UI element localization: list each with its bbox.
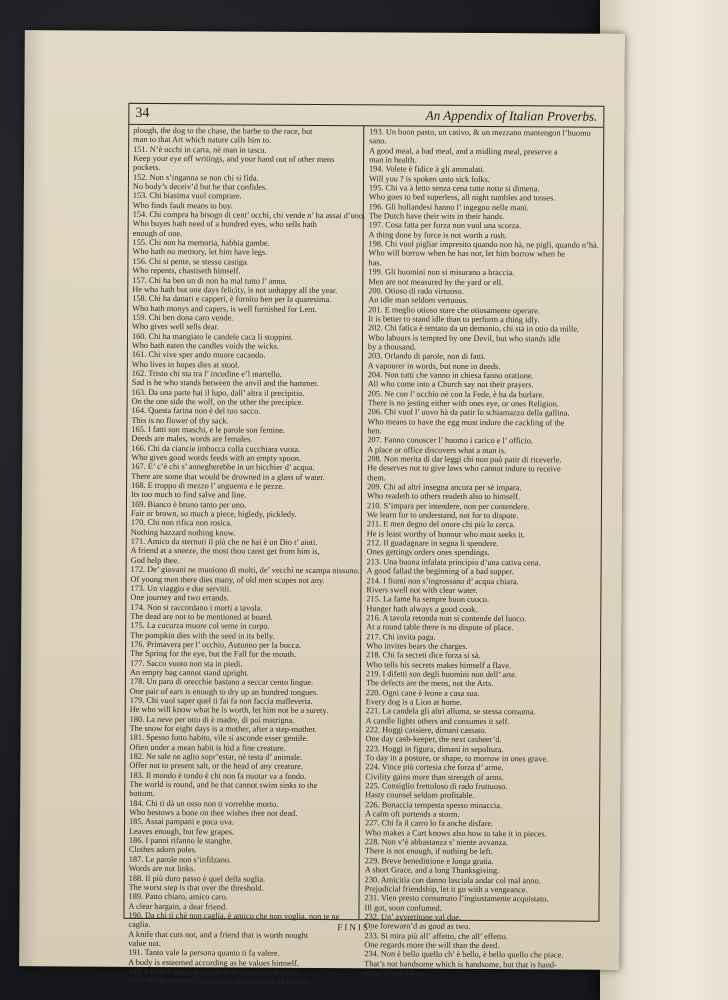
proverb-line: pockets.	[132, 163, 161, 173]
column-divider	[358, 125, 364, 919]
proverb-line: caglia.	[128, 920, 151, 930]
proverb-line: A calm oft portends a storm.	[365, 809, 460, 819]
proverb-line: That’s not handsome which is handsome, but that is hand-	[364, 958, 557, 970]
book-page	[19, 30, 625, 987]
proverb-line: 163. Da una parte hai il lupo, dall’ altra il precipitio.	[131, 387, 305, 398]
proverb-line: 209. Chi ad altri insegna ancora per sè impara.	[367, 482, 522, 493]
proverb-line: There is not enough, if nothing be left.	[364, 846, 493, 857]
proverb-line: Ill got, soon confumed.	[364, 902, 442, 913]
proverb-line: 176. Primavera per l’ occhio, Autunno per la bocca.	[130, 639, 302, 650]
page-number: 34	[135, 105, 150, 121]
proverb-line: Who gives well sells dear.	[132, 322, 219, 332]
proverb-line: One pair of ears is enough to dry up an hundred tongues.	[129, 686, 319, 697]
proverb-line: A good fallad the beginning of a bad supper.	[366, 566, 514, 577]
proverb-line: Who hath no memory, let him have legs.	[132, 247, 268, 258]
proverb-line: Rivers swell not with clear water.	[366, 585, 478, 595]
proverb-line: 230. Amicitia con danno lasciala andar col mal anno.	[364, 874, 541, 885]
proverb-line: Who makes a Cart knows also how to take it in pieces.	[364, 828, 547, 839]
proverb-line: It is better to stand idle than to perform a thing idly.	[368, 314, 540, 325]
proverb-line: 186. I panni rifanno le stanghe.	[128, 835, 233, 846]
proverb-line: 197. Cosa fatta per forza non vuol una scorza.	[368, 220, 522, 231]
proverb-line: hen.	[367, 426, 382, 436]
proverb-line: Who goes to bed superless, all night tumbles and tosses.	[368, 192, 556, 203]
proverb-line: There are some that would be drowned in a glass of water.	[131, 471, 325, 482]
proverb-line: 218. Chi fa secreti dice forza si sà.	[366, 650, 481, 661]
proverb-line: One regards more the will than the deed.	[364, 940, 500, 950]
proverb-line: Who finds fault means to buy.	[132, 200, 233, 211]
proverb-line: 207. Fanno conoscer l’ huomo i carico e l’ officio.	[367, 435, 534, 446]
proverb-line: He is least worthy of honour who most seeks it.	[366, 529, 525, 540]
proverb-line: 233. Si mira più all’ affetto, che all’ effetto.	[364, 930, 508, 941]
proverb-line: Words are not links.	[128, 863, 196, 874]
proverb-line: man to that Art which nature calls him to.	[133, 135, 272, 146]
proverb-line: He who hath but one days felicity, is not unhappy all the year.	[132, 284, 338, 295]
proverb-line: Who readeth to others readeth also to himself.	[366, 491, 521, 502]
proverb-line: Who means to have the egg must indure the cackling of the	[367, 416, 565, 428]
proverb-line: The pompkin dies with the seed in its belly.	[130, 630, 275, 641]
proverb-line: God help thee.	[130, 555, 180, 565]
proverb-line: 201. E meglio otioso stare che otiosamente operare.	[368, 304, 540, 315]
proverb-line: 189. Patto chiaro, amico caro.	[128, 892, 228, 902]
proverb-line: The defects are the mens, not the Arts.	[365, 678, 494, 689]
proverb-line: The world is round, and he that cannot swim sinks to the	[129, 779, 318, 791]
proverb-line: 181. Spesso fotto habito, vile si asconde esser gentile.	[129, 733, 309, 744]
proverb-line: 183. Il mondo è tondo è chi non fa nuotar va a fondo.	[129, 770, 307, 781]
proverb-line: All who come into a Church say not their prayers.	[367, 379, 534, 390]
proverb-line: A friend at a sneeze, the most thou canst get from him is,	[130, 546, 320, 557]
proverb-line: 196. Gli hollandesi hanno l’ ingegno nelle mani.	[368, 202, 529, 213]
proverb-line: Who tells his secrets makes himself a flave.	[365, 659, 512, 670]
proverb-line: 170. Chi non rifica non rosica.	[130, 518, 233, 528]
proverb-line: 208. Non merita di dar leggi chi non può patir di riceverle.	[367, 454, 562, 465]
proverb-line: An empty bag cannot stand upright.	[129, 667, 249, 678]
proverb-line: 216. A tavola retonda non si contende del luoco.	[366, 613, 527, 624]
proverb-line: A clear bargain, a dear friend.	[128, 901, 228, 911]
proverb-line: 234. Non è bello quello ch’ è bello, è bello quello che piace.	[364, 949, 564, 960]
proverb-line: 223. Hoggi in figura, dimani in sepoltura.	[365, 743, 504, 754]
proverb-line: At a round table there is no dispute of place.	[366, 622, 514, 633]
proverb-line: 157. Chi ha ben un di non ha mal tutto l’ anno.	[132, 275, 287, 286]
proverb-line: 191. Tanto vale la persona quanto ti fa valere.	[128, 948, 280, 958]
proverb-line: value not.	[128, 938, 162, 948]
proverb-line: 213. Una buona infalata principio d’una cativa cena.	[366, 557, 541, 568]
proverb-line: Men are not measured by the yard or ell.	[368, 276, 504, 287]
proverb-line: 165. I fatti son maschi, e le parole son femine.	[131, 424, 285, 435]
right-column	[364, 127, 599, 978]
proverb-line: The snow for eight days is a mother, after a step-mother.	[129, 723, 317, 734]
proverb-line: A place or office discovers what a man is.	[367, 444, 507, 455]
finis-mark: FINIS.	[337, 922, 375, 933]
proverb-line: Who gives good words feeds with an empty spoon.	[131, 452, 302, 463]
proverb-line: 159. Chi ben dona caro vende.	[132, 312, 234, 323]
proverb-line: 187. Le parole non s’infilzano.	[128, 854, 232, 865]
proverb-line: 182. Ne sale ne aglio sopr’estar, nè testa d’ animale.	[129, 751, 303, 762]
proverb-line: A candle lights others and consumes it self.	[365, 715, 510, 726]
proverb-line: 200. Otioso di rado virtuoso.	[368, 286, 464, 296]
proverb-line: Who hath monys and capers, is well furnished for Lent.	[132, 303, 317, 314]
proverb-line: 153. Chi biasima vuol comprare.	[132, 191, 242, 201]
proverb-line: 194. Volete è fidice à gli ammalati.	[368, 164, 485, 175]
proverb-line: 224. Vince più cortesia che forza d’ arme.	[365, 762, 504, 773]
proverb-line: sano.	[369, 136, 387, 146]
proverb-line: He deserves not to give laws who cannot indure to receive	[367, 463, 561, 474]
proverb-line: 169. Bianco è bruno tanto per uno.	[130, 499, 247, 510]
proverb-line: 219. I difetti son degli huomini non dell’ arte.	[365, 669, 517, 680]
proverb-line: 221. La candela gli altri alluma, se stessa consuma.	[365, 706, 536, 717]
proverb-line: On the one side the wolf, on the other the precipice.	[131, 396, 304, 407]
proverb-line: We learn for to understand, not for to dispute.	[366, 510, 519, 521]
proverb-line: 156. Chi si pente, se stesso castiga.	[132, 256, 249, 267]
proverb-line: Will you ? is spoken unto sick folks.	[368, 173, 490, 184]
proverb-line: A body is esteemed according as he values himself.	[128, 957, 299, 968]
proverb-line: One journey and two errands.	[130, 593, 229, 603]
proverb-line: 164. Questa farina non è del tuo sacco.	[131, 406, 261, 416]
proverb-line: One forewarn’d as good as two.	[364, 921, 471, 932]
proverb-line: Civility gains more than strength of arms.	[365, 771, 504, 782]
proverb-line: 154. Chi compra ha bisogn di cent’ occhi, chi vende n’ ha assai d’uno.	[132, 209, 366, 221]
proverb-line: 185. Assai pampani e poca uva.	[129, 817, 234, 827]
proverb-line: Sad is he who stands between the anvil and the hammer.	[131, 378, 319, 389]
proverb-line: Leaves enough, but few grapes.	[128, 826, 235, 837]
proverb-line: Ones gettings orders ones spendings.	[366, 547, 490, 558]
proverb-line: 192. Chi fa l’ altrui mestiere fa la zuppa nel paniere.	[128, 966, 301, 977]
proverb-line: 180. La neve per otto di è madre, di poi matrigna.	[129, 714, 295, 725]
proverb-line: 166. Chi da ciancie imbocca colla cucchiara vuota.	[131, 443, 301, 454]
proverb-line: Every dog is a Lion at home.	[365, 697, 462, 707]
page-title: An Appendix of Italian Proverbs.	[425, 107, 598, 124]
proverb-line: 202. Chi fatica è tentato da un demonio, chi stà in otio da mille.	[368, 323, 580, 334]
proverb-line: 172. De’ giovani ne muoiono di molti, de’ vecchi ne scampa nissuno.	[130, 564, 360, 576]
proverb-line: The Spring for the eye, but the Fall for the mouth.	[130, 649, 296, 660]
proverb-line: Of young men there dies many, of old men scapes not any.	[130, 574, 325, 585]
proverb-line: 177. Sacco vuoto non sta in piedi.	[129, 658, 243, 669]
proverb-line: Who invites bears the charges.	[366, 641, 468, 651]
proverb-line: man in health.	[369, 155, 417, 165]
proverb-line: Fair or brown, so much a piece, higledy, pickledy.	[130, 508, 297, 519]
proverb-line: 231. Vien presto consumato l’ingiustamente acquistato.	[364, 893, 549, 904]
proverb-line: 232. Un’ avvertitone val due.	[364, 912, 462, 922]
proverb-line: 222. Hoggi cassiere, dimani cassato.	[365, 725, 487, 736]
proverb-line: 203. Orlando di parole, non di fatti.	[367, 351, 486, 362]
proverb-line: Clothes adorn poles.	[128, 845, 197, 855]
proverb-line: 160. Chi ha mangiato le candele caca li stoppini.	[131, 331, 294, 342]
proverb-line: 214. I fiumi non s’ingrossano d’ acqua chiara.	[366, 575, 519, 586]
proverb-line: A good meal, a bad meal, and a midling meal, preserve a	[369, 145, 558, 157]
proverb-line: The Dutch have their wits in their hands.	[368, 211, 505, 222]
proverb-line: Keep your eye off writings, and your hand out of other mens	[133, 153, 335, 165]
proverb-line: 220. Ogni cane è leone a casa sua.	[365, 687, 480, 698]
proverb-line: some which takes.	[364, 968, 426, 978]
proverb-line: bottom.	[129, 789, 155, 799]
proverb-line: 175. La cucurza muore col seme in corpo.	[130, 621, 270, 631]
proverb-line: has.	[368, 258, 382, 268]
running-head	[129, 104, 603, 128]
proverb-line: A vapourer in words, but none in deeds.	[367, 360, 501, 371]
proverb-line: 195. Chi va à letto senza cena tutte notte si dimena.	[368, 183, 540, 194]
proverb-line: Who lives in hopes dies at stool.	[131, 359, 240, 370]
proverb-line: Who labours is tempted by one Devil, but who stands idle	[367, 332, 561, 344]
proverb-line: 199. Gli huomini non si misurano a braccia.	[368, 267, 515, 278]
proverb-line: Deeds are males, words are females.	[131, 434, 253, 444]
proverb-line: Often under a mean habit is hid a fine creature.	[129, 742, 286, 753]
proverb-line: 188. Il più duro passo è quel della soglia.	[128, 873, 266, 884]
proverb-line: One day cash-keeper, the next casheer’d.	[365, 734, 502, 745]
proverb-line: Prejudicial friendship, let it go with a vengeance.	[364, 884, 528, 895]
proverb-line: 178. Un paro di orecchie bastano a seccar cento lingue.	[129, 677, 314, 688]
proverb-line: 198. Chi vuol pigliar impresito quando non hà, ne pigli, quando n’hà.	[368, 239, 599, 250]
proverb-line: 167. E’ c’è chi s’ annegherebbe in un bicchier d’ acqua.	[131, 462, 315, 473]
proverb-line: Hasty counsel seldom profitable.	[365, 790, 475, 801]
proverb-line: He who will know what he is worth, let him not be a surety.	[129, 705, 329, 716]
proverb-line: them.	[367, 472, 386, 483]
proverb-line: Who drives another mans trade, makes a fop in panier.	[128, 976, 309, 987]
proverb-line: plough, the dog to the chase, the barbe to the race, but	[133, 125, 313, 136]
proverb-line: 173. Un viaggio e due servitii.	[130, 583, 232, 594]
proverb-line: 161. Chi vive sper ando muore cacando.	[131, 350, 266, 360]
proverb-line: 179. Chi vuol saper quel ti fai fa non faccia malleveria.	[129, 695, 313, 706]
proverb-line: To day in a posture, or shape, to morrow in ones grave.	[365, 753, 549, 764]
proverb-line: Offer not to present salt, or the head of any creature.	[129, 761, 303, 772]
proverb-line: This is no flower of thy sack.	[131, 415, 229, 426]
proverb-line: Hunger hath always a good cook.	[366, 603, 478, 614]
proverb-line: 205. Ne con l’ occhio nè con la Fede, è ha da burlare.	[367, 388, 545, 399]
proverb-line: 217. Chi invita paga.	[366, 631, 436, 642]
proverb-line: 155. Chi non ha memoria, habbia gambe.	[132, 237, 270, 248]
proverb-line: Who will borrow when he has nor, let him borrow when he	[368, 248, 565, 259]
proverb-line: Who bestows a bone on thee wishes thee not dead.	[129, 807, 298, 818]
proverb-line: 184. Chi ti dà un osso non ti vorrebbe morto.	[129, 798, 279, 809]
proverb-line: 168. E troppo di mezzo l’ anguenta e le pezze.	[131, 480, 285, 491]
proverb-line: 210. S’impara per intendere, non per contendere.	[366, 501, 530, 512]
proverb-line: 158. Chi ha danari e capperi, è fornito ben per la quaresima.	[132, 294, 332, 305]
proverb-line: 193. Un buon pasto, un cativo, & un mezzano mantengon l’huomo	[369, 127, 591, 138]
proverb-line: 152. Non s’inganna se non chi si fida.	[132, 172, 259, 183]
proverb-line: Who hath eaten the candles voids the wicks.	[131, 340, 279, 351]
proverb-line: 212. Il guadagnare in segna li spendere.	[366, 538, 499, 549]
proverb-line: 171. Amico da sternuti il più che ne hai è un Dio t’ aiuti.	[130, 536, 318, 548]
proverb-line: 190. Da chi ti chè non caglia, è amico che non voglia, non te ne	[128, 910, 340, 921]
proverb-line: enough of one.	[132, 228, 183, 238]
proverb-line: There is no jesting either with ones eye, or ones Religion.	[367, 398, 559, 409]
proverb-line: 162. Tristo chi sta tra l’ incudine e’l martello.	[131, 368, 282, 379]
proverb-line: 204. Non tutti che vanno in chiesa fanno oratione.	[367, 370, 534, 381]
proverb-line: An idle man seldom vertuous.	[368, 295, 469, 306]
proverb-line: Who buyes hath need of a hundred eyes, who sells hath	[132, 219, 317, 230]
proverb-line: 174. Non si raccordano i morti a tavola.	[130, 602, 263, 613]
proverb-line: by a thousand.	[367, 342, 417, 352]
proverb-line: The worst step is that over the threshold.	[128, 882, 264, 893]
proverb-line: The dead are not to be mentioned at board.	[130, 611, 273, 622]
proverb-line: 215. La fame ha sempre buon cuoco.	[366, 594, 489, 605]
proverb-line: Nothing hazzard nothing know.	[130, 527, 236, 538]
proverb-line: A short Grace, and a long Thanksgiving.	[364, 865, 500, 876]
proverb-line: Its too much to find salve and line.	[131, 490, 247, 500]
proverb-line: 211. E men degno del onore chi più lo cerca.	[366, 519, 516, 530]
proverb-line: 228. Non v’è abbastanza s’ niente avvanza.	[364, 837, 509, 848]
proverb-line: 227. Chi fa il carro lo fa anche disfare.	[364, 818, 494, 829]
proverb-line: A thing done by force is not worth a rush.	[368, 230, 507, 240]
proverb-line: 225. Consiglio frettoloso di rado fruttuoso.	[365, 781, 508, 792]
proverb-line: No body’s deceiv’d but he that confides.	[132, 181, 268, 192]
proverb-line: 229. Breve benedittione e longa gratia.	[364, 856, 494, 866]
proverb-line: A knife that cuts not, and a friend that is worth nought	[128, 929, 309, 940]
proverb-line: 151. N’è occhi in carta, nè man in tasca.	[133, 144, 267, 155]
proverb-line: 226. Bonaccia tempesta spesso minaccia.	[365, 800, 503, 810]
proverb-line: 206. Chi vuol l’ uovo hà da patir lo schiamazzo della gallina.	[367, 407, 570, 418]
proverb-line: Who repents, chastiseth himself.	[132, 265, 241, 276]
